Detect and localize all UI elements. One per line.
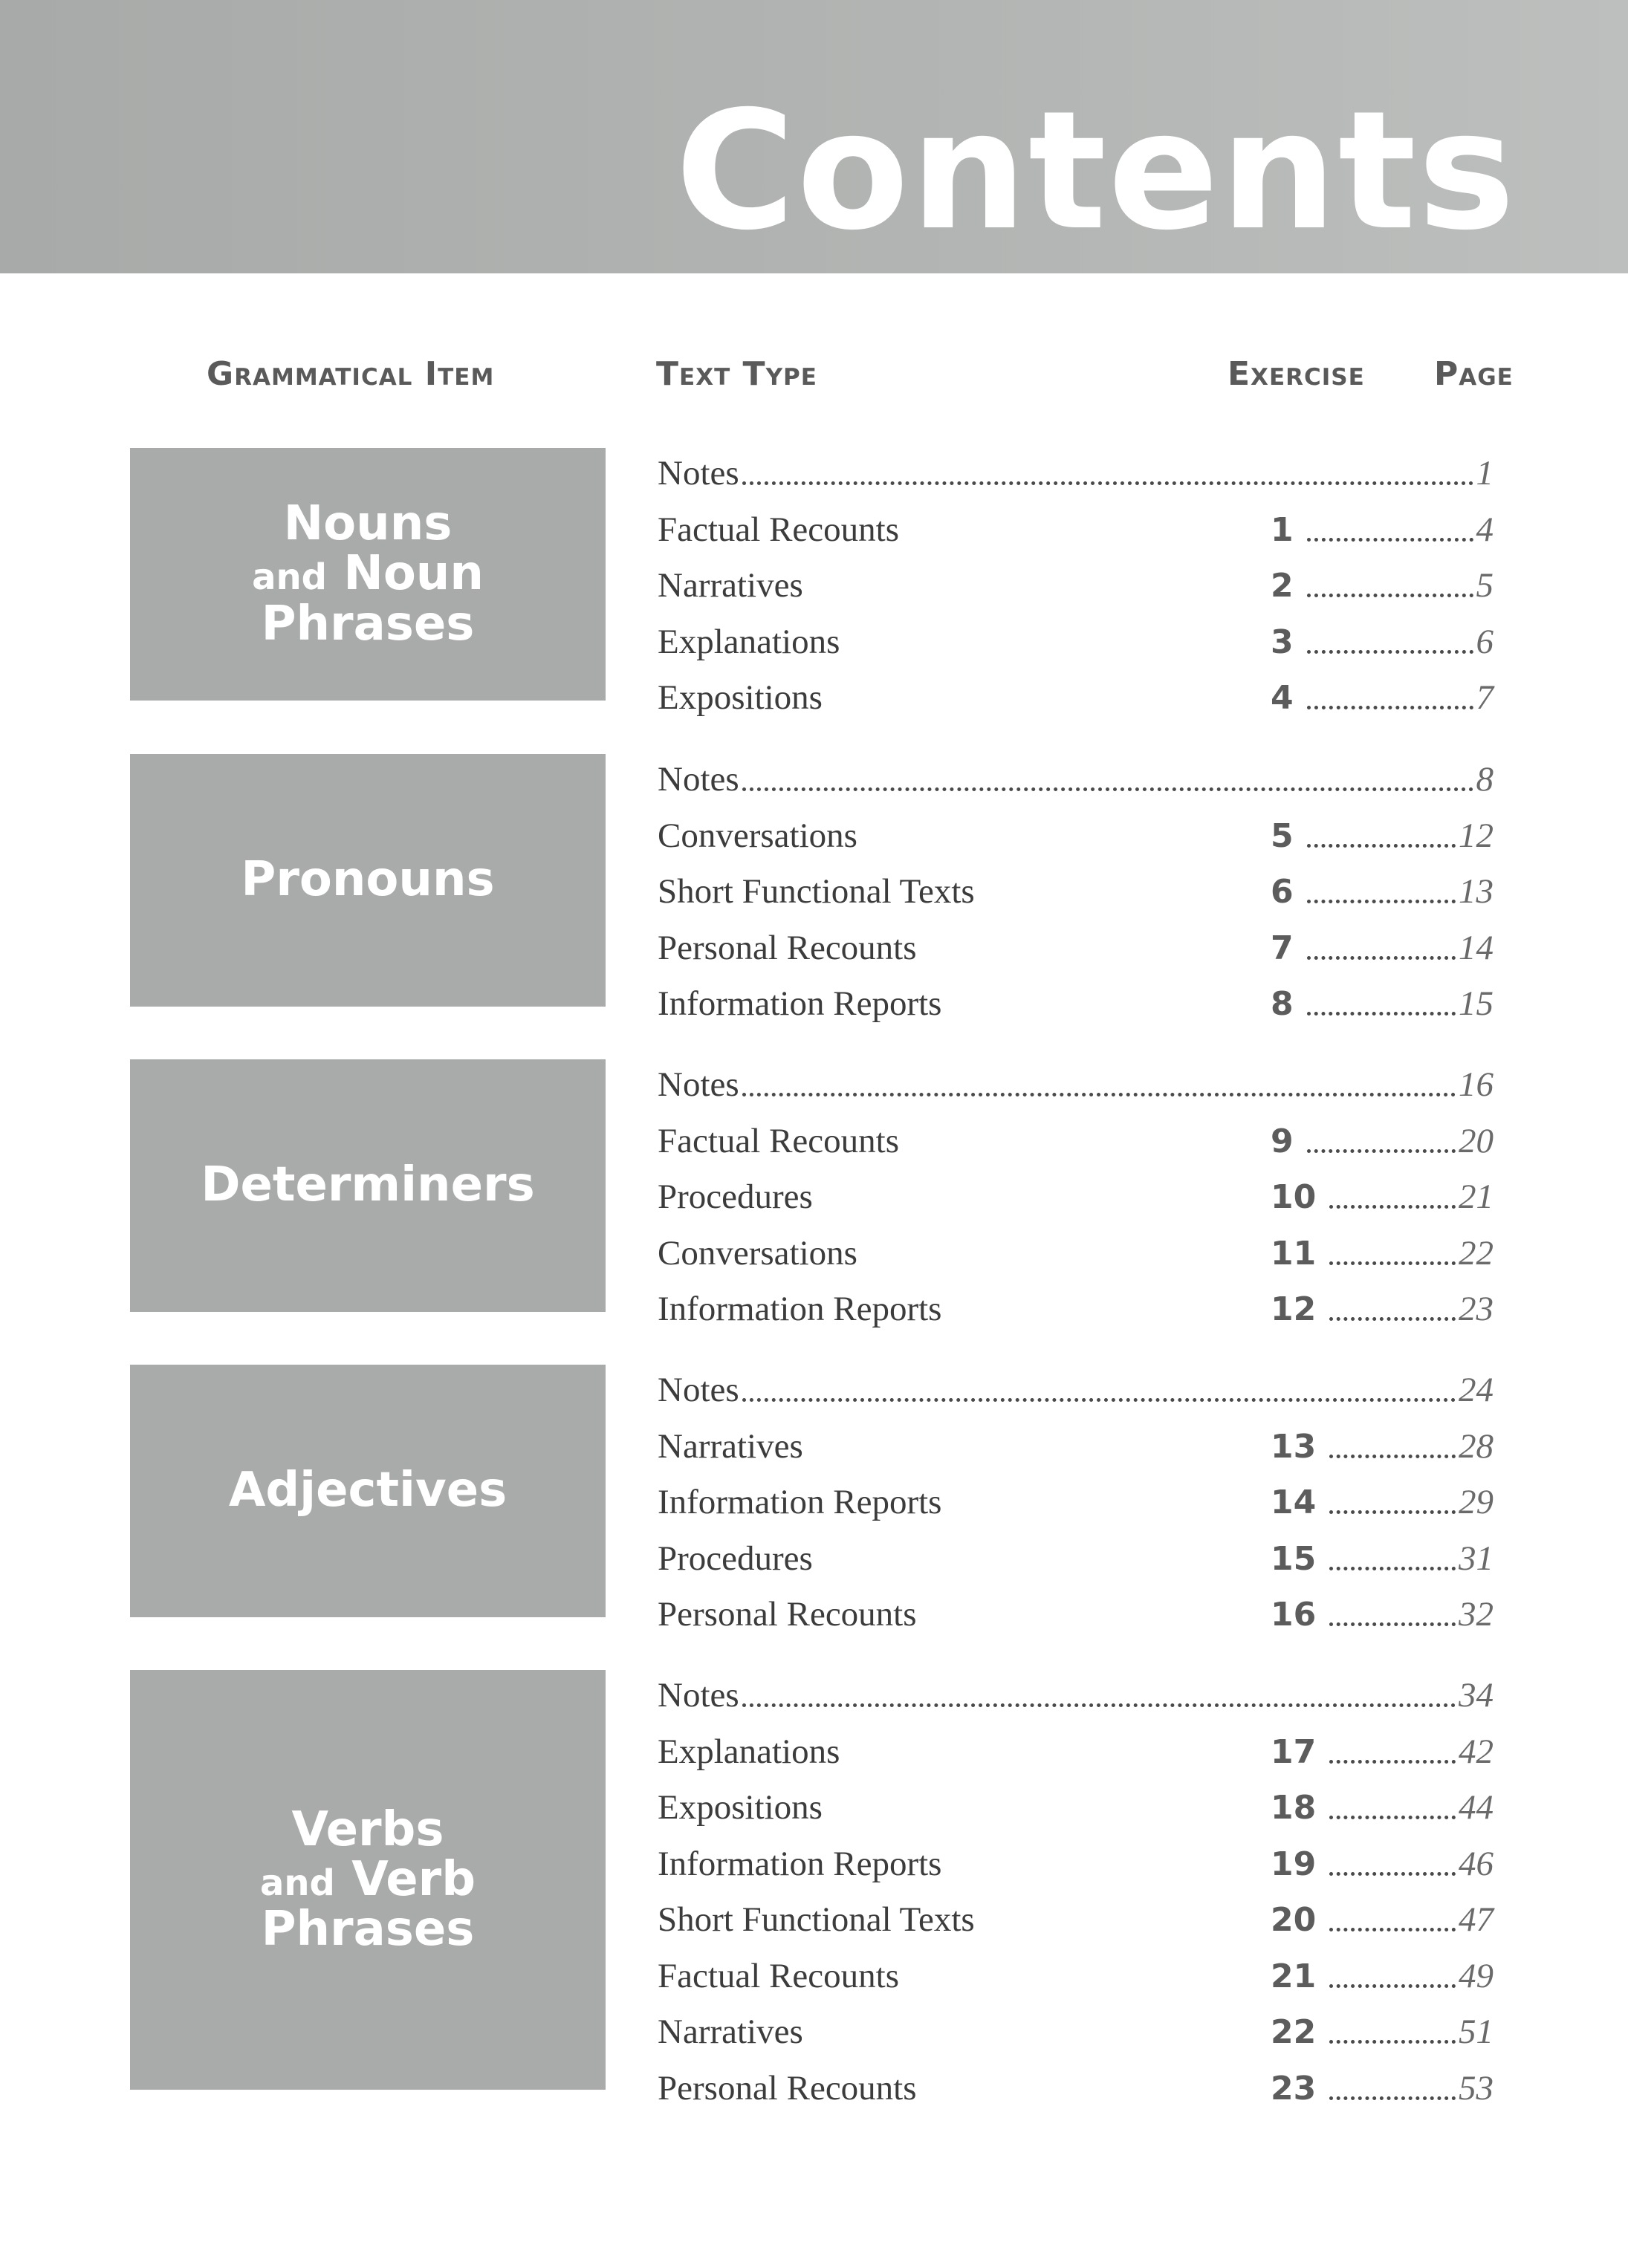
exercise-number: 3 <box>1271 623 1294 661</box>
toc-row[interactable] <box>658 1724 1505 1781</box>
exercise-number: 12 <box>1271 1290 1317 1328</box>
toc-row[interactable] <box>658 976 1505 1033</box>
dot-leader <box>1307 1012 1456 1016</box>
text-type: Factual Recounts <box>658 1121 900 1160</box>
page-number: 29 <box>1459 1483 1494 1521</box>
text-type: Conversations <box>658 816 857 855</box>
toc-row[interactable] <box>658 1114 1505 1170</box>
section-label-panel <box>130 754 606 1007</box>
exercise-number: 14 <box>1271 1484 1317 1521</box>
section-label-line <box>252 546 484 602</box>
dot-leader <box>1329 1455 1456 1458</box>
exercise-number: 1 <box>1271 510 1294 549</box>
section-label-text: Phrases <box>261 1902 475 1957</box>
page-number: 24 <box>1459 1371 1494 1409</box>
header-page: Page <box>1434 355 1514 393</box>
exercise-number: 8 <box>1271 985 1294 1023</box>
section-label-line <box>228 1463 507 1518</box>
dot-leader <box>1329 2040 1456 2044</box>
section-label-line <box>260 1801 476 1857</box>
section-label-line <box>252 596 484 652</box>
section-label-panel <box>130 1365 606 1617</box>
dot-leader <box>742 1703 1456 1707</box>
section-label-connector: and <box>259 1862 335 1904</box>
section-label-connector: and <box>252 556 327 599</box>
exercise-number: 11 <box>1271 1234 1317 1273</box>
page-number: 14 <box>1459 928 1494 967</box>
dot-leader <box>742 481 1473 485</box>
page-number: 23 <box>1459 1290 1494 1328</box>
text-type: Explanations <box>658 1732 840 1771</box>
exercise-number: 19 <box>1271 1845 1317 1883</box>
exercise-number: 6 <box>1271 873 1294 911</box>
dot-leader <box>1307 844 1456 848</box>
page-number: 44 <box>1459 1788 1494 1827</box>
text-type: Personal Recounts <box>658 928 917 967</box>
toc-row[interactable] <box>658 1780 1505 1836</box>
page-number: 22 <box>1459 1233 1494 1273</box>
toc-row[interactable] <box>658 502 1505 559</box>
text-type: Information Reports <box>658 1844 942 1883</box>
toc-row[interactable] <box>658 808 1505 865</box>
page-number: 49 <box>1459 1956 1494 1995</box>
page-number: 28 <box>1459 1426 1494 1466</box>
section-label-line <box>201 1157 535 1213</box>
text-type: Expositions <box>658 1788 823 1827</box>
dot-leader <box>1329 1816 1456 1819</box>
text-type: Procedures <box>658 1538 813 1578</box>
dot-leader <box>742 1093 1456 1096</box>
text-type: Information Reports <box>658 1290 942 1328</box>
dot-leader <box>1307 650 1473 654</box>
toc-row[interactable] <box>658 1419 1505 1475</box>
page-number: 32 <box>1459 1595 1494 1634</box>
page-number: 47 <box>1459 1900 1494 1939</box>
section-rows <box>658 1057 1505 1338</box>
page-number: 6 <box>1476 622 1494 661</box>
page-number: 12 <box>1459 816 1494 855</box>
toc-row[interactable] <box>658 1587 1505 1643</box>
text-type: Notes <box>658 1065 739 1104</box>
text-type: Procedures <box>658 1177 813 1216</box>
section-label-text: Verb <box>351 1851 476 1907</box>
text-type: Personal Recounts <box>658 2068 917 2108</box>
text-type: Narratives <box>658 2012 803 2051</box>
dot-leader <box>742 1398 1456 1402</box>
toc-row[interactable] <box>658 670 1505 727</box>
dot-leader <box>1307 956 1456 960</box>
page-number: 5 <box>1476 566 1494 605</box>
page-number: 15 <box>1459 984 1494 1023</box>
section-rows <box>658 1668 1505 2116</box>
toc-row[interactable] <box>658 446 1505 502</box>
section-label-line <box>259 1851 476 1907</box>
exercise-number: 17 <box>1271 1732 1317 1771</box>
dot-leader <box>1307 900 1456 903</box>
page-number: 34 <box>1459 1676 1494 1715</box>
toc-row[interactable] <box>658 2061 1505 2117</box>
text-type: Notes <box>658 454 739 493</box>
section-label-line <box>241 852 495 908</box>
exercise-number: 13 <box>1271 1427 1317 1466</box>
dot-leader <box>1329 1622 1456 1626</box>
header-text-type: Text Type <box>656 355 817 393</box>
toc-row[interactable] <box>658 1892 1505 1949</box>
toc-row[interactable] <box>658 2004 1505 2061</box>
toc-row[interactable] <box>658 920 1505 977</box>
toc-row[interactable] <box>658 1531 1505 1588</box>
toc-row[interactable] <box>658 1668 1505 1724</box>
text-type: Conversations <box>658 1233 857 1273</box>
exercise-number: 9 <box>1271 1122 1294 1160</box>
header-grammatical-item: Grammatical Item <box>207 355 495 393</box>
page-number: 13 <box>1459 872 1494 911</box>
exercise-number: 4 <box>1271 679 1294 717</box>
dot-leader <box>1329 1984 1456 1988</box>
exercise-number: 21 <box>1271 1957 1317 1995</box>
section-label-text: Determiners <box>201 1157 535 1213</box>
dot-leader <box>1329 1928 1456 1931</box>
text-type: Information Reports <box>658 1483 942 1521</box>
section-label-text: Verbs <box>291 1801 444 1857</box>
toc-row[interactable] <box>658 1281 1505 1338</box>
page-title: Contents <box>675 76 1517 266</box>
toc-row[interactable] <box>658 1836 1505 1893</box>
dot-leader <box>1329 1261 1456 1265</box>
text-type: Short Functional Texts <box>658 1900 975 1939</box>
exercise-number: 2 <box>1271 567 1294 605</box>
title-banner <box>0 0 1628 273</box>
dot-leader <box>1329 1760 1456 1764</box>
dot-leader <box>1307 1149 1456 1153</box>
exercise-number: 15 <box>1271 1539 1317 1578</box>
dot-leader <box>1329 1872 1456 1876</box>
page-number: 53 <box>1459 2068 1494 2108</box>
section-label-line <box>260 1902 476 1957</box>
section-rows <box>658 446 1505 727</box>
dot-leader <box>1307 594 1473 597</box>
page-number: 7 <box>1476 678 1494 717</box>
exercise-number: 20 <box>1271 1901 1317 1939</box>
toc-row[interactable] <box>658 752 1505 808</box>
exercise-number: 22 <box>1271 2013 1317 2051</box>
toc-row[interactable] <box>658 558 1505 614</box>
dot-leader <box>742 787 1473 791</box>
text-type: Personal Recounts <box>658 1595 917 1634</box>
section-label-text: Phrases <box>261 596 475 652</box>
dot-leader <box>1307 538 1473 542</box>
page-number: 8 <box>1476 760 1494 799</box>
toc-row[interactable] <box>658 864 1505 920</box>
toc-row[interactable] <box>658 1057 1505 1114</box>
page-number: 42 <box>1459 1732 1494 1771</box>
toc-row[interactable] <box>658 1169 1505 1226</box>
text-type: Notes <box>658 1371 739 1409</box>
page-number: 16 <box>1459 1065 1494 1104</box>
toc-row[interactable] <box>658 614 1505 671</box>
page-number: 20 <box>1459 1121 1494 1160</box>
exercise-number: 16 <box>1271 1596 1317 1634</box>
page-number: 46 <box>1459 1844 1494 1883</box>
section-label-text: Pronouns <box>241 852 495 908</box>
text-type: Narratives <box>658 1426 803 1466</box>
dot-leader <box>1307 706 1473 709</box>
page-number: 1 <box>1476 454 1494 493</box>
toc-row[interactable] <box>658 1475 1505 1531</box>
section-label-panel <box>130 1059 606 1312</box>
toc-row[interactable] <box>658 1226 1505 1282</box>
exercise-number: 18 <box>1271 1789 1317 1827</box>
page-number: 21 <box>1459 1177 1494 1216</box>
text-type: Explanations <box>658 622 840 661</box>
text-type: Short Functional Texts <box>658 872 975 911</box>
section-rows <box>658 752 1505 1033</box>
exercise-number: 5 <box>1271 816 1294 855</box>
section-label-text: Adjectives <box>228 1463 507 1518</box>
section-label-panel <box>130 1670 606 2090</box>
toc-row[interactable] <box>658 1362 1505 1419</box>
page-number: 4 <box>1476 510 1494 549</box>
text-type: Factual Recounts <box>658 1956 900 1995</box>
toc-row[interactable] <box>658 1949 1505 2005</box>
text-type: Expositions <box>658 678 823 717</box>
page-number: 31 <box>1459 1538 1494 1578</box>
section-label-text: Nouns <box>283 496 453 552</box>
text-type: Factual Recounts <box>658 510 900 549</box>
text-type: Narratives <box>658 566 803 605</box>
section-label-line <box>252 496 484 552</box>
exercise-number: 7 <box>1271 929 1294 967</box>
section-rows <box>658 1362 1505 1643</box>
dot-leader <box>1329 2096 1456 2100</box>
text-type: Notes <box>658 1676 739 1715</box>
dot-leader <box>1329 1205 1456 1209</box>
dot-leader <box>1329 1567 1456 1570</box>
header-exercise: Exercise <box>1228 355 1365 393</box>
exercise-number: 10 <box>1271 1178 1317 1216</box>
dot-leader <box>1329 1510 1456 1514</box>
dot-leader <box>1329 1317 1456 1321</box>
section-label-text: Noun <box>343 546 484 602</box>
exercise-number: 23 <box>1271 2069 1317 2108</box>
text-type: Notes <box>658 760 739 799</box>
section-label-panel <box>130 448 606 701</box>
page-number: 51 <box>1459 2012 1494 2051</box>
text-type: Information Reports <box>658 984 942 1023</box>
